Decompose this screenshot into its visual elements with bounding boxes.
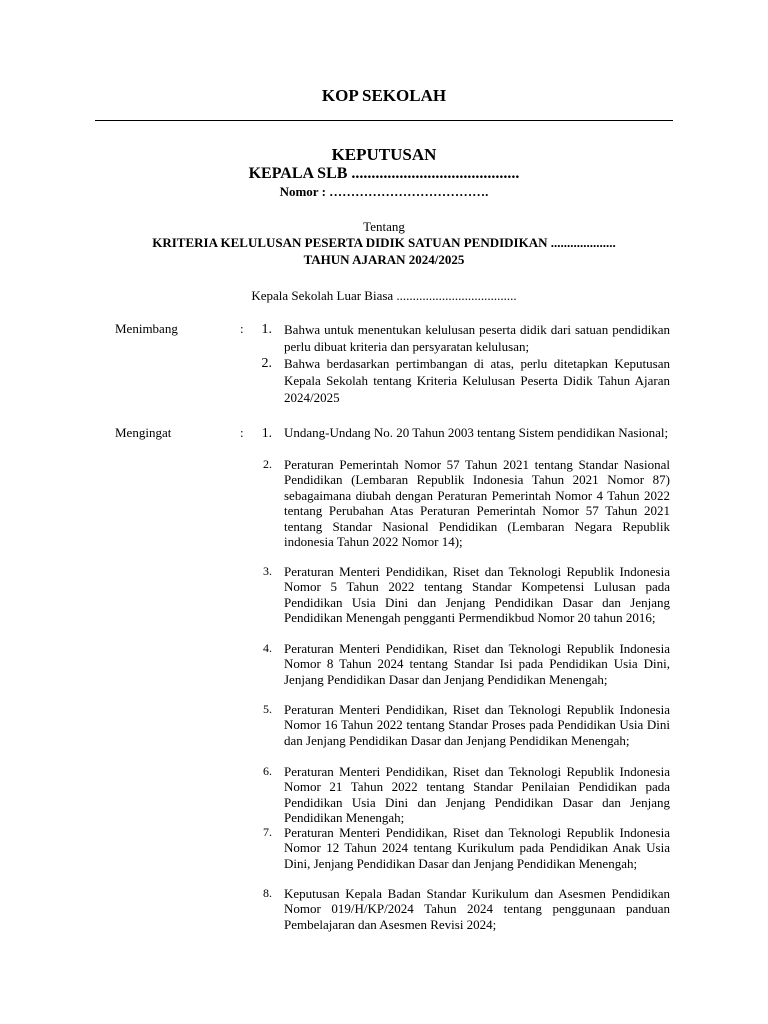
subject-title-line-1: KRITERIA KELULUSAN PESERTA DIDIK SATUAN PENDIDIKAN .................... — [152, 235, 616, 250]
item-text: Peraturan Menteri Pendidikan, Riset dan Teknologi Republik Indonesia Nomor 8 Tahun 2024 tentang Standar Isi pada Pendidikan Usia Dini, Jenjang Pendidikan Dasar dan Jenjang Pendidikan Menengah; — [284, 641, 670, 687]
item-number: 2. — [261, 356, 272, 371]
item-number: 5. — [263, 702, 272, 716]
item-text: Bahwa berdasarkan pertimbangan di atas, perlu ditetapkan Keputusan Kepala Sekolah tentang Kriteria Kelulusan Peserta Didik Tahun Ajaran 2024/2025 — [284, 356, 670, 405]
item-text: Peraturan Menteri Pendidikan, Riset dan Teknologi Republik Indonesia Nomor 16 Tahun 2022 tentang Standar Proses pada Pendidikan Usia Dini dan Jenjang Pendidikan Dasar dan Jenjang Pendidikan Menengah; — [284, 702, 670, 748]
decree-number: Nomor : ………………………………. — [279, 184, 489, 199]
item-number: 1. — [261, 322, 272, 337]
item-number: 2. — [263, 457, 272, 471]
letterhead-divider — [95, 120, 673, 121]
item-number: 8. — [263, 886, 272, 900]
issuing-official: Kepala Sekolah Luar Biasa ..................................... — [251, 288, 517, 303]
item-number: 1. — [261, 425, 272, 440]
subject-intro: Tentang — [363, 219, 405, 234]
item-text: Undang-Undang No. 20 Tahun 2003 tentang Sistem pendidikan Nasional; — [284, 425, 669, 440]
decree-heading: KEPUTUSAN — [331, 145, 437, 164]
mengingat-label: Mengingat — [115, 425, 172, 440]
mengingat-colon: : — [240, 425, 244, 440]
decree-issuer: KEPALA SLB .......................................... — [248, 165, 520, 182]
item-text: Keputusan Kepala Badan Standar Kurikulum dan Asesmen Pendidikan Nomor 019/H/KP/2024 Tahun 2024 tentang penggunaan panduan Pembelajaran dan Asesmen Revisi 2024; — [284, 886, 670, 932]
item-text: Peraturan Menteri Pendidikan, Riset dan Teknologi Republik Indonesia Nomor 21 Tahun 2022 tentang Standar Penilaian Pendidikan pada Pendidikan Usia Dini dan Jenjang Pendidikan Dasar dan Jenjang Pendidikan Menengah; — [284, 764, 670, 826]
item-text: Bahwa untuk menentukan kelulusan peserta didik dari satuan pendidikan perlu dibuat kriteria dan persyaratan kelulusan; — [284, 322, 670, 354]
menimbang-label: Menimbang — [115, 321, 178, 336]
menimbang-colon: : — [240, 321, 244, 336]
item-number: 7. — [263, 825, 272, 839]
item-number: 3. — [263, 564, 272, 578]
item-number: 4. — [263, 641, 272, 655]
item-number: 6. — [263, 764, 272, 778]
item-text: Peraturan Menteri Pendidikan, Riset dan Teknologi Republik Indonesia Nomor 5 Tahun 2022 tentang Standar Kompetensi Lulusan pada Pendidikan Usia Dini dan Jenjang Pendidikan Dasar dan Jenjang Pendidikan Menengah pengganti Permendikbud Nomor 20 tahun 2016; — [284, 564, 670, 626]
subject-title-line-2: TAHUN AJARAN 2024/2025 — [303, 252, 465, 267]
school-letterhead: KOP SEKOLAH — [321, 86, 447, 105]
item-text: Peraturan Pemerintah Nomor 57 Tahun 2021 tentang Standar Nasional Pendidikan (Lembaran Republik Indonesia Tahun 2021 Nomor 87) sebagaimana diubah dengan Peraturan Pemerintah Nomor 4 Tahun 2022 tentang Perubahan Atas Peraturan Pemerintah Nomor 57 Tahun 2021 tentang Standar Nasional Pendidikan (Lembaran Negara Republik indonesia Tahun 2022 Nomor 14); — [284, 457, 670, 550]
item-text: Peraturan Menteri Pendidikan, Riset dan Teknologi Republik Indonesia Nomor 12 Tahun 2024 tentang Kurikulum pada Pendidikan Anak Usia Dini, Jenjang Pendidikan Dasar dan Jenjang Pendidikan Menengah; — [284, 825, 670, 871]
